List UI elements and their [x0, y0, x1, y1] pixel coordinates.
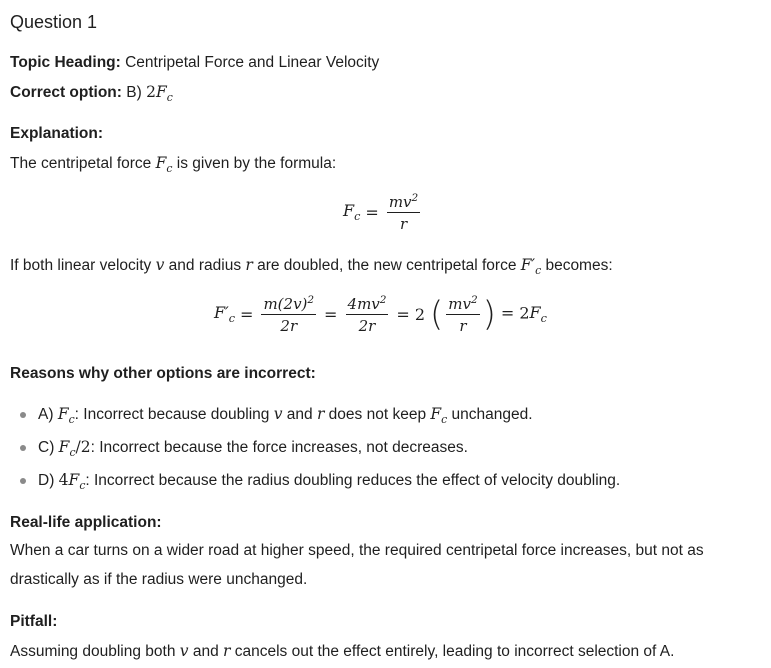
real-life-line-1: When a car turns on a wider road at higher speed, the required centripetal force increases, but not as: [10, 542, 704, 559]
explanation-intro: [10, 154, 336, 175]
list-item: [18, 402, 620, 435]
topic-label: Topic Heading:: [10, 54, 121, 71]
bullet-icon: [20, 445, 26, 451]
pitfall-text-3: cancels out the effect entirely, leading to incorrect selection of A.: [230, 643, 675, 660]
reasons-heading: Reasons why other options are incorrect:: [10, 365, 316, 382]
reason-d-text-1: : Incorrect because the radius doubling reduces the effect of velocity doubling.: [85, 472, 621, 489]
pitfall-text: [10, 642, 674, 661]
reason-a-text-4: unchanged.: [447, 406, 533, 423]
math-v: v: [179, 642, 189, 660]
math-v: v: [155, 256, 165, 274]
pitfall-heading: Pitfall:: [10, 613, 58, 630]
real-life-heading: Real-life application:: [10, 514, 162, 531]
reasons-list: [18, 402, 620, 501]
math-fc-over-2: $F_c/2$: [58, 438, 91, 460]
list-item: [18, 468, 620, 501]
math-fc: $F_c$: [57, 405, 75, 427]
correct-option-math: $2F_c$: [146, 83, 173, 105]
real-life-line-2: drastically as if the radius were unchanged.: [10, 571, 308, 588]
formula-centripetal: $F_c$ = $\frac{mv^2}{r}$: [343, 192, 419, 233]
explanation-doubled: [10, 256, 613, 277]
reason-a-text-2: and: [282, 406, 317, 423]
doubled-text-4: becomes:: [541, 257, 613, 274]
math-fc-prime: $F'_c$: [520, 256, 542, 278]
pitfall-text-1: Assuming doubling both: [10, 643, 180, 660]
correct-option-line: [10, 83, 173, 104]
bullet-icon: [20, 412, 26, 418]
topic-value: Centripetal Force and Linear Velocity: [125, 54, 380, 71]
correct-option-value: B): [126, 84, 142, 101]
math-v: v: [273, 405, 283, 423]
math-4fc: $4F_c$: [58, 471, 86, 493]
pitfall-text-2: and: [188, 643, 224, 660]
reason-a-text-3: does not keep: [324, 406, 431, 423]
reason-a-prefix: A): [38, 406, 58, 423]
explanation-intro-text-2: is given by the formula:: [172, 155, 337, 172]
doubled-text-1: If both linear velocity: [10, 257, 156, 274]
reason-c-prefix: C): [38, 439, 59, 456]
topic-line: [10, 54, 379, 72]
explanation-intro-text-1: The centripetal force: [10, 155, 156, 172]
doubled-text-2: and radius: [164, 257, 246, 274]
bullet-icon: [20, 478, 26, 484]
math-r: r: [316, 405, 325, 423]
math-fc: $F_c$: [155, 154, 173, 176]
reason-d-prefix: D): [38, 472, 59, 489]
list-item: [18, 435, 620, 468]
correct-option-label: Correct option:: [10, 84, 122, 101]
reason-a-text-1: : Incorrect because doubling: [74, 406, 274, 423]
math-r: r: [245, 256, 253, 274]
explanation-heading: Explanation:: [10, 125, 104, 142]
formula-doubled: $F'_c$ = $\frac{m(2v)^2}{2r}$ = $\frac{4mv^2}{2r}$ = 2 ( $\frac{mv^2}{r}$ ) = $2F_c$: [214, 294, 547, 335]
reason-c-text-1: : Incorrect because the force increases, not decreases.: [90, 439, 468, 456]
doubled-text-3: are doubled, the new centripetal force: [252, 257, 521, 274]
math-fc: $F_c$: [430, 405, 448, 427]
math-r: r: [223, 642, 231, 660]
question-title: Question 1: [10, 12, 98, 32]
